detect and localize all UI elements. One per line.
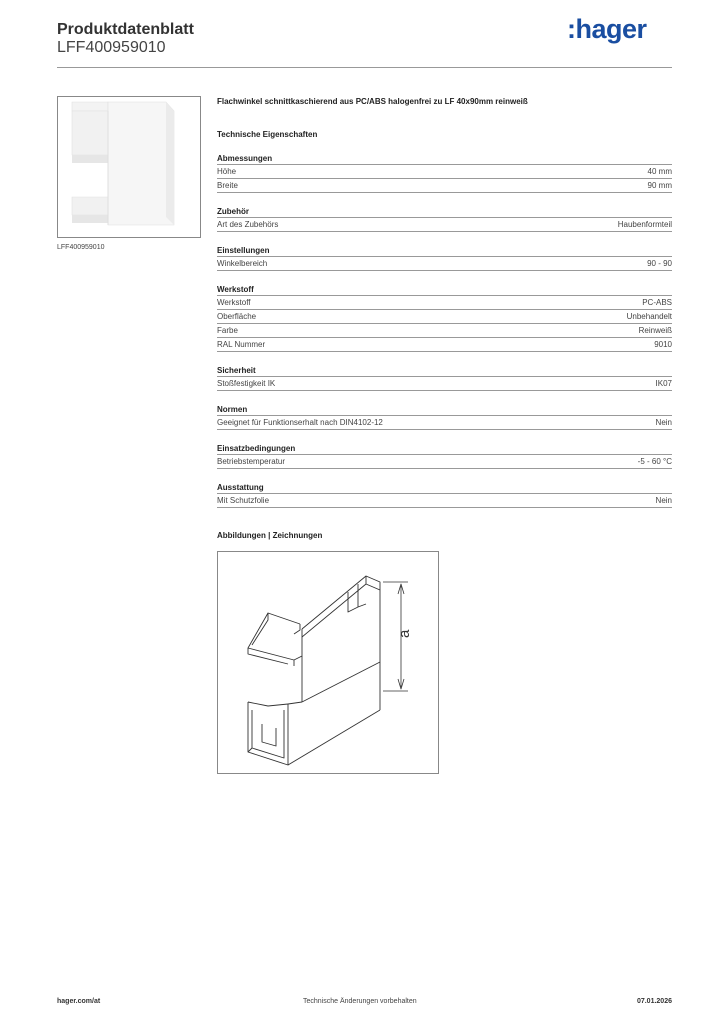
logo-text: hager [575,14,647,44]
dimension-label-a: a [396,629,413,638]
section-title: Werkstoff [217,284,672,296]
spec-value: Nein [655,496,672,505]
section-title: Normen [217,404,672,416]
spec-value: 40 mm [647,167,672,176]
spec-row [217,494,672,508]
section-sicherheit [217,365,672,391]
drawings-heading: Abbildungen | Zeichnungen [217,531,323,540]
product-image [57,96,201,238]
spec-value: Haubenformteil [617,220,672,229]
spec-value: Reinweiß [638,326,672,335]
spec-label: Mit Schutzfolie [217,496,270,505]
spec-label: Art des Zubehörs [217,220,279,229]
spec-value: 90 - 90 [647,259,672,268]
spec-label: Oberfläche [217,312,257,321]
spec-value: Nein [655,418,672,427]
product-description: Flachwinkel schnittkaschierend aus PC/ABS halogenfrei zu LF 40x90mm reinweiß [217,97,528,106]
spec-label: Stoßfestigkeit IK [217,379,276,388]
spec-label: Winkelbereich [217,259,268,268]
section-title: Zubehör [217,206,672,218]
page-title: Produktdatenblatt [57,21,194,38]
spec-value: IK07 [655,379,672,388]
section-title: Einstellungen [217,245,672,257]
spec-label: Breite [217,181,238,190]
spec-row [217,310,672,324]
spec-label: Werkstoff [217,298,251,307]
section-ausstattung [217,482,672,508]
spec-row [217,296,672,310]
spec-value: PC-ABS [642,298,672,307]
section-title: Einsatzbedingungen [217,443,672,455]
section-title: Ausstattung [217,482,672,494]
section-einstellungen [217,245,672,271]
footer-website[interactable]: hager.com/at [57,998,101,1005]
product-photo-graphic [58,97,200,237]
header-divider [57,67,672,68]
footer-disclaimer: Technische Änderungen vorbehalten [303,998,417,1005]
spec-row [217,455,672,469]
spec-row [217,338,672,352]
section-einsatzbedingungen [217,443,672,469]
spec-value: Unbehandelt [626,312,672,321]
technical-drawing [217,551,439,774]
spec-label: Betriebstemperatur [217,457,286,466]
spec-row [217,416,672,430]
spec-row [217,179,672,193]
spec-row [217,257,672,271]
technical-drawing-graphic [218,552,438,773]
footer-date: 07.01.2026 [636,998,672,1005]
spec-value: -5 - 60 °C [637,457,672,466]
section-werkstoff [217,284,672,352]
section-title: Sicherheit [217,365,672,377]
section-title: Abmessungen [217,153,672,165]
spec-label: Höhe [217,167,237,176]
section-abmessungen [217,153,672,193]
spec-column [217,96,672,508]
section-zubehoer [217,206,672,232]
section-normen [217,404,672,430]
spec-label: Farbe [217,326,238,335]
article-number: LFF400959010 [57,39,166,56]
spec-value: 90 mm [647,181,672,190]
tech-heading: Technische Eigenschaften [217,130,318,139]
spec-label: Geeignet für Funktionserhalt nach DIN4102-12 [217,418,383,427]
spec-row [217,377,672,391]
spec-label: RAL Nummer [217,340,266,349]
product-image-caption: LFF400959010 [57,244,105,251]
spec-row [217,165,672,179]
spec-row [217,324,672,338]
spec-value: 9010 [654,340,672,349]
spec-row [217,218,672,232]
hager-logo: :hager [567,14,647,44]
